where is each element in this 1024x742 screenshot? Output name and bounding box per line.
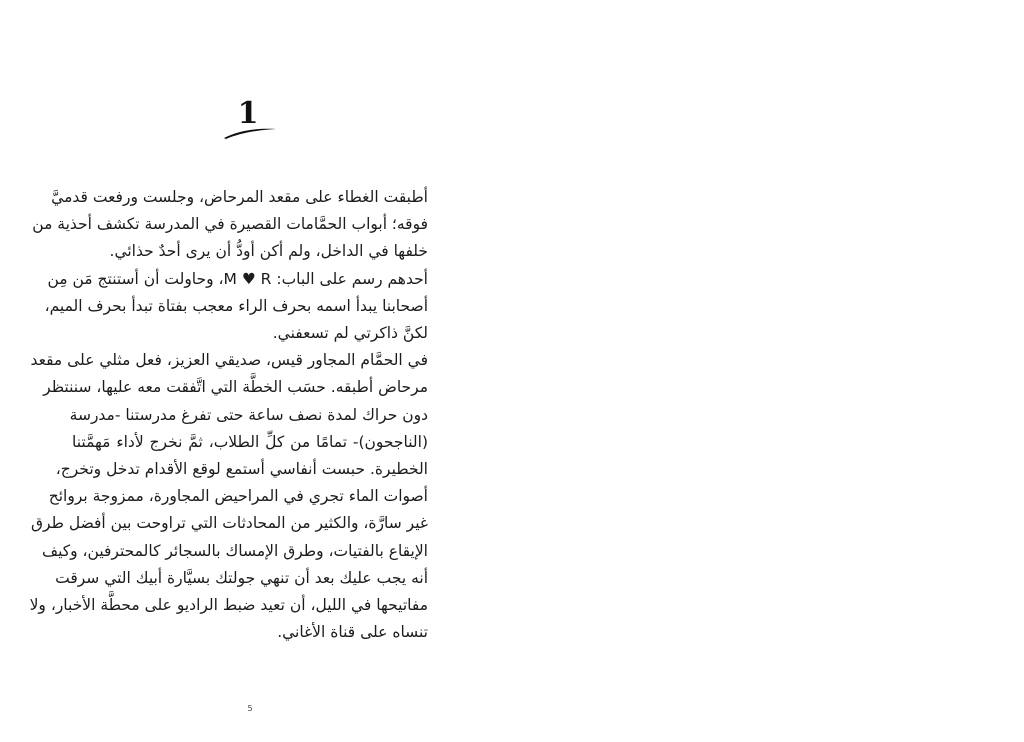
text-line: فوقه؛ أبواب الحمَّامات القصيرة في المدرسة تكشف أحذية من — [32, 215, 428, 234]
text-line: أنه يجب عليك بعد أن تنهي جولتك بسيَّارة أبيك التي سرقت — [55, 568, 428, 587]
text-line: لكنَّ ذاكرتي لم تسعفني. — [272, 324, 428, 343]
text-line: (الناجحون)- تمامًا من كلِّ الطلاب، ثمَّ نخرج لأداء مَهمَّتنا — [72, 432, 428, 451]
text-line: أصحابنا يبدأ اسمه بحرف الراء معجب بفتاة تبدأ بحرف الميم، — [44, 296, 428, 315]
text-line: دون حراك لمدة نصف ساعة حتى تفرغ مدرستنا -مدرسة — [69, 405, 428, 424]
text-line: تنساه على قناة الأغاني. — [277, 623, 428, 642]
text-line: في الحمَّام المجاور قيس، صديقي العزيز، فعل مثلي على مقعد — [30, 351, 428, 370]
text-line: الخطيرة. حبست أنفاسي أستمع لوقع الأقدام تدخل وتخرج، — [55, 460, 428, 479]
text-line: خلفها في الداخل، ولم أكن أودُّ أن يرى أحدٌ حذائي. — [109, 242, 428, 261]
text-line: أصوات الماء تجري في المراحيض المجاورة، ممزوجة بروائح — [48, 487, 428, 506]
chapter-number: 1 — [237, 96, 259, 131]
text-line: الإيقاع بالفتيات، وطرق الإمساك بالسجائر كالمحترفين، وكيف — [42, 541, 428, 560]
paragraph-2 — [44, 266, 428, 348]
chapter-swash-ornament — [222, 124, 278, 140]
chapter-body — [29, 184, 428, 646]
text-line: أطبقت الغطاء على مقعد المرحاض، وجلست ورفعت قدميَّ — [51, 188, 428, 206]
paragraph-1 — [32, 184, 428, 266]
text-line: أحدهم رسم على الباب: M ♥ R، وحاولت أن أستنتج مَن مِن — [47, 269, 428, 288]
text-line: مفاتيحها في الليل، أن تعيد ضبط الراديو على محطَّة الأخبار، ولا — [29, 596, 428, 615]
page-number: 5 — [247, 704, 253, 713]
paragraph-3 — [29, 347, 428, 646]
text-line: مرحاض أطبقه. حسَب الخطَّة التي اتَّفقت معه عليها، سننتظر — [43, 378, 428, 397]
text-line: غير سارَّة، والكثير من المحادثات التي تراوحت بين أفضل طرق — [30, 514, 428, 533]
